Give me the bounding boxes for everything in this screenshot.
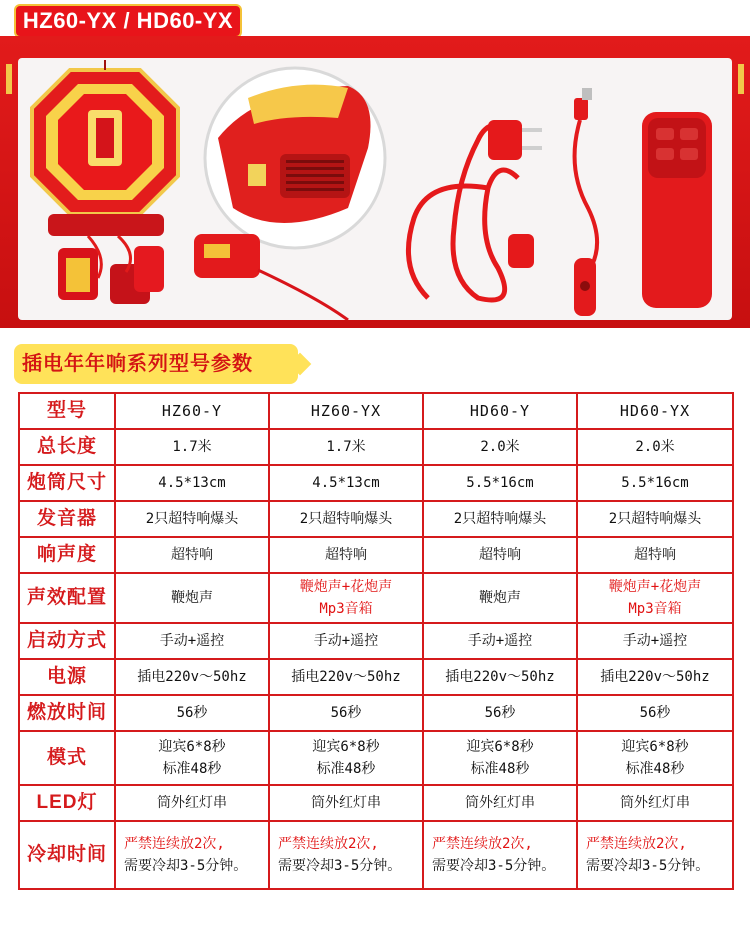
table-row-start-mode: [19, 623, 733, 659]
section-heading-text: 插电年年响系列型号参数: [22, 353, 253, 375]
cell-line: 插电220v～50hz: [600, 669, 710, 685]
row-label-total-length: 总长度: [19, 429, 115, 465]
cell-cooldown-hd60-y: [423, 821, 577, 889]
row-label-sound-config: 声效配置: [19, 573, 115, 623]
cell-line: Mp3音箱: [319, 601, 373, 617]
frame-ornament-left: [6, 64, 12, 94]
cell-line: 严禁连续放2次,: [432, 836, 533, 852]
cell-line: 鞭炮声: [171, 590, 213, 606]
cell-line: 插电220v～50hz: [445, 669, 555, 685]
spec-table: [18, 392, 734, 890]
cell-line: 手动+遥控: [467, 633, 533, 649]
cell-power-hd60-yx: [577, 659, 733, 695]
cell-led-light-hz60-yx: [269, 785, 423, 821]
cell-speaker-hz60-y: [115, 501, 269, 537]
cell-start-mode-hd60-yx: [577, 623, 733, 659]
cell-burn-time-hd60-yx: [577, 695, 733, 731]
heading-accent: [289, 353, 312, 376]
cell-mode-hd60-y: [423, 731, 577, 785]
row-label-speaker: 发音器: [19, 501, 115, 537]
cell-tube-size-hd60-y: [423, 465, 577, 501]
header-model-hz60-yx: HZ60-YX: [269, 393, 423, 429]
cell-start-mode-hz60-yx: [269, 623, 423, 659]
row-label-cooldown: 冷却时间: [19, 821, 115, 889]
cell-line: 鞭炮声+花炮声: [299, 579, 393, 595]
section-heading: [14, 344, 298, 384]
cell-sound-config-hd60-yx: [577, 573, 733, 623]
cell-line: 2.0米: [635, 439, 675, 455]
cell-start-mode-hd60-y: [423, 623, 577, 659]
cell-line: 手动+遥控: [313, 633, 379, 649]
row-label-led-light: LED灯: [19, 785, 115, 821]
cell-mode-hz60-y: [115, 731, 269, 785]
cell-power-hd60-y: [423, 659, 577, 695]
cell-line: 迎宾6*8秒: [158, 739, 226, 755]
cell-line: 56秒: [330, 705, 362, 721]
header-model-hd60-y: HD60-Y: [423, 393, 577, 429]
row-label-power: 电源: [19, 659, 115, 695]
cell-line: 迎宾6*8秒: [621, 739, 689, 755]
cell-sound-config-hz60-y: [115, 573, 269, 623]
cell-power-hz60-y: [115, 659, 269, 695]
cell-line: 超特响: [634, 547, 676, 563]
cell-loudness-hz60-yx: [269, 537, 423, 573]
cell-loudness-hd60-y: [423, 537, 577, 573]
cell-line: 标准48秒: [316, 761, 376, 777]
table-row-tube-size: [19, 465, 733, 501]
cell-line: 严禁连续放2次,: [124, 836, 225, 852]
cell-line: Mp3音箱: [628, 601, 682, 617]
cell-speaker-hd60-y: [423, 501, 577, 537]
lantern-illustration: [32, 60, 178, 304]
cell-cooldown-hz60-yx: [269, 821, 423, 889]
cell-burn-time-hz60-yx: [269, 695, 423, 731]
row-label-loudness: 响声度: [19, 537, 115, 573]
cell-total-length-hd60-y: [423, 429, 577, 465]
row-label-tube-size: 炮筒尺寸: [19, 465, 115, 501]
cell-sound-config-hz60-yx: [269, 573, 423, 623]
cell-line: 标准48秒: [625, 761, 685, 777]
cell-led-light-hd60-yx: [577, 785, 733, 821]
cell-line: 1.7米: [326, 439, 366, 455]
cell-line: 手动+遥控: [622, 633, 688, 649]
cell-line: 插电220v～50hz: [291, 669, 401, 685]
cell-line: 1.7米: [172, 439, 212, 455]
cell-line: 超特响: [479, 547, 521, 563]
cell-line: 迎宾6*8秒: [466, 739, 534, 755]
cell-led-light-hz60-y: [115, 785, 269, 821]
cell-line: 2只超特响爆头: [453, 511, 547, 527]
cell-led-light-hd60-y: [423, 785, 577, 821]
table-row-led-light: [19, 785, 733, 821]
cell-line: 严禁连续放2次,: [586, 836, 687, 852]
header-model-hz60-y: HZ60-Y: [115, 393, 269, 429]
cell-start-mode-hz60-y: [115, 623, 269, 659]
cell-burn-time-hd60-y: [423, 695, 577, 731]
table-row-power: [19, 659, 733, 695]
product-illustration: [18, 58, 732, 320]
cell-line: 5.5*16cm: [621, 475, 689, 491]
cell-speaker-hz60-yx: [269, 501, 423, 537]
frame-ornament-right: [738, 64, 744, 94]
cell-line: 需要冷却3-5分钟。: [432, 858, 556, 874]
header-label: 型号: [19, 393, 115, 429]
model-title-badge: HZ60-YX / HD60-YX: [14, 4, 242, 38]
cell-line: 筒外红灯串: [157, 795, 227, 811]
cell-line: 56秒: [639, 705, 671, 721]
cell-sound-config-hd60-y: [423, 573, 577, 623]
cell-total-length-hz60-y: [115, 429, 269, 465]
row-label-start-mode: 启动方式: [19, 623, 115, 659]
table-header-row: [19, 393, 733, 429]
table-row-total-length: [19, 429, 733, 465]
cell-line: 筒外红灯串: [620, 795, 690, 811]
cell-line: 需要冷却3-5分钟。: [586, 858, 710, 874]
table-row-speaker: [19, 501, 733, 537]
row-label-burn-time: 燃放时间: [19, 695, 115, 731]
product-photo-frame: [0, 36, 750, 328]
table-row-loudness: [19, 537, 733, 573]
cell-line: 56秒: [176, 705, 208, 721]
cell-line: 超特响: [171, 547, 213, 563]
cell-line: 2只超特响爆头: [299, 511, 393, 527]
cell-line: 2只超特响爆头: [145, 511, 239, 527]
cell-speaker-hd60-yx: [577, 501, 733, 537]
cell-line: 4.5*13cm: [312, 475, 380, 491]
row-label-mode: 模式: [19, 731, 115, 785]
cell-tube-size-hd60-yx: [577, 465, 733, 501]
cell-line: 2只超特响爆头: [608, 511, 702, 527]
cell-line: 56秒: [484, 705, 516, 721]
cell-loudness-hd60-yx: [577, 537, 733, 573]
table-row-mode: [19, 731, 733, 785]
switch-cable-illustration: [574, 88, 597, 316]
cell-line: 4.5*13cm: [158, 475, 226, 491]
cell-cooldown-hd60-yx: [577, 821, 733, 889]
power-cable-illustration: [408, 120, 542, 300]
speaker-illustration: [194, 68, 385, 320]
table-row-burn-time: [19, 695, 733, 731]
cell-total-length-hz60-yx: [269, 429, 423, 465]
cell-line: 筒外红灯串: [311, 795, 381, 811]
cell-loudness-hz60-y: [115, 537, 269, 573]
cell-mode-hd60-yx: [577, 731, 733, 785]
cell-line: 鞭炮声: [479, 590, 521, 606]
cell-line: 迎宾6*8秒: [312, 739, 380, 755]
header-model-hd60-yx: HD60-YX: [577, 393, 733, 429]
cell-line: 需要冷却3-5分钟。: [278, 858, 402, 874]
cell-line: 超特响: [325, 547, 367, 563]
cell-line: 鞭炮声+花炮声: [608, 579, 702, 595]
cell-tube-size-hz60-y: [115, 465, 269, 501]
cell-line: 需要冷却3-5分钟。: [124, 858, 248, 874]
remote-control-illustration: [642, 112, 712, 308]
cell-power-hz60-yx: [269, 659, 423, 695]
cell-line: 手动+遥控: [159, 633, 225, 649]
cell-tube-size-hz60-yx: [269, 465, 423, 501]
cell-total-length-hd60-yx: [577, 429, 733, 465]
cell-line: 标准48秒: [162, 761, 222, 777]
cell-line: 2.0米: [480, 439, 520, 455]
cell-line: 标准48秒: [470, 761, 530, 777]
product-photo: [18, 58, 732, 320]
table-row-cooldown: [19, 821, 733, 889]
cell-burn-time-hz60-y: [115, 695, 269, 731]
cell-line: 插电220v～50hz: [137, 669, 247, 685]
cell-cooldown-hz60-y: [115, 821, 269, 889]
cell-line: 严禁连续放2次,: [278, 836, 379, 852]
cell-line: 筒外红灯串: [465, 795, 535, 811]
cell-mode-hz60-yx: [269, 731, 423, 785]
cell-line: 5.5*16cm: [466, 475, 534, 491]
table-row-sound-config: [19, 573, 733, 623]
